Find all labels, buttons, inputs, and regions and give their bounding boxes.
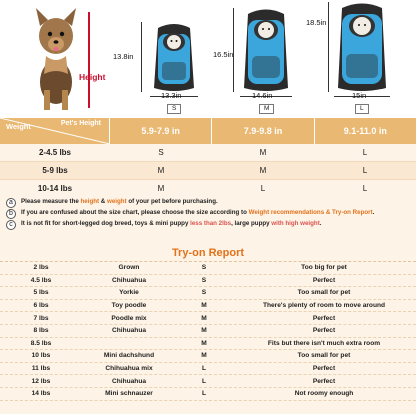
tryon-size: M [201, 314, 207, 322]
table-row [0, 144, 416, 162]
note-highlight: weight [107, 198, 127, 205]
size-cell: M [259, 148, 267, 157]
note-highlight: height [80, 198, 100, 205]
tryon-result: Perfect [312, 327, 336, 335]
tryon-weight: 11 lbs [31, 365, 51, 373]
tryon-row [0, 300, 416, 313]
note-text-part: , large puppy [231, 220, 272, 227]
tryon-result: Too small for pet [297, 352, 351, 360]
column-header: 5.9-7.9 in [110, 118, 212, 144]
tryon-row [0, 363, 416, 376]
tryon-weight: 8.5 lbs [30, 339, 52, 347]
bag-small-image [150, 22, 198, 92]
note-highlight: less than 2lbs [190, 220, 232, 227]
height-indicator [88, 12, 90, 108]
weight-cell: 10-14 lbs [37, 184, 73, 193]
tryon-result: Perfect [312, 276, 336, 284]
tryon-size: L [201, 390, 207, 398]
note-text-part: . [319, 220, 322, 227]
size-cell: L [362, 184, 368, 193]
note-item [6, 220, 410, 230]
tryon-row [0, 262, 416, 275]
tryon-weight: 14 lbs [31, 390, 51, 398]
tryon-breed: Chihuahua mix [105, 365, 153, 373]
tryon-row [0, 312, 416, 325]
note-text-part: If you are confused about the size chart, please choose the size according to [21, 209, 249, 216]
table-row [0, 162, 416, 180]
tryon-weight: 2 lbs [33, 264, 49, 272]
tryon-breed: Toy poodle [111, 302, 147, 310]
size-cell: M [157, 166, 165, 175]
tryon-report [0, 244, 416, 414]
tryon-weight: 10 lbs [31, 352, 51, 360]
note-text-part: & [99, 198, 107, 205]
tryon-row [0, 375, 416, 388]
tryon-result: Perfect [312, 365, 336, 373]
tryon-breed: Yorkie [119, 289, 139, 297]
weight-cell: 2-4.5 lbs [38, 148, 71, 157]
bag-large-width: 15in [352, 91, 367, 100]
tryon-breed: Mini schnauzer [105, 390, 153, 398]
tryon-breed: Chihuahua [111, 377, 147, 385]
note-text [21, 209, 374, 217]
note-letter: a [6, 198, 16, 208]
header-weight: Weight [6, 122, 31, 131]
header-pet-height: Pet's Height [60, 120, 101, 127]
tryon-result: Not roomy enough [294, 390, 354, 398]
tryon-weight: 6 lbs [33, 302, 49, 310]
tryon-weight: 7 lbs [33, 314, 49, 322]
tryon-weight: 5 lbs [33, 289, 49, 297]
bag-small-height: 13.8in [113, 52, 134, 61]
tryon-weight: 8 lbs [33, 327, 49, 335]
note-text [21, 220, 322, 228]
size-cell: L [362, 148, 368, 157]
product-illustration [0, 0, 416, 118]
tryon-weight: 12 lbs [31, 377, 51, 385]
tryon-result: Perfect [312, 314, 336, 322]
bag-medium-image [240, 8, 292, 92]
tryon-size: S [201, 264, 207, 272]
column-header: 9.1-11.0 in [343, 126, 387, 136]
size-cell: M [157, 184, 165, 193]
note-item [6, 198, 410, 208]
tryon-size: M [201, 302, 207, 310]
tryon-result: Perfect [312, 377, 336, 385]
bag-medium-size-tag: M [259, 104, 274, 114]
bag-large-height-line [328, 2, 329, 92]
tryon-result: Too small for pet [297, 289, 351, 297]
bag-small-size-tag: S [167, 104, 181, 114]
size-cell: M [259, 166, 267, 175]
weight-cell: 5-9 lbs [42, 166, 68, 175]
tryon-weight: 4.5 lbs [30, 276, 52, 284]
tryon-row [0, 275, 416, 288]
tryon-breed: Chihuahua [111, 327, 147, 335]
note-text-part: of your pet before purchasing. [126, 198, 218, 205]
tryon-title: Try-on Report [0, 244, 416, 262]
note-text-part: It is not fit for short-legged dog breed, toys & mini puppy [21, 220, 191, 227]
note-item [6, 209, 410, 219]
note-text-part: Please measure the [21, 198, 81, 205]
note-highlight: with high weight [271, 220, 320, 227]
size-cell: L [260, 184, 266, 193]
header-corner-cell [0, 118, 110, 144]
tryon-size: M [201, 352, 207, 360]
tryon-result: Fits but there isn't much extra room [267, 339, 381, 347]
bag-large-size-tag: L [355, 104, 369, 114]
tryon-size: L [201, 377, 207, 385]
tryon-row [0, 325, 416, 338]
dog-photo [26, 4, 86, 112]
bag-small-height-line [141, 22, 142, 92]
tryon-breed: Chihuahua [111, 276, 147, 284]
tryon-breed: Poodle mix [111, 314, 147, 322]
tryon-size: M [201, 339, 207, 347]
bag-medium-height: 16.5in [213, 50, 234, 59]
bag-large-image [334, 2, 390, 92]
tryon-row [0, 338, 416, 351]
column-header: 7.9-9.8 in [212, 118, 314, 144]
tryon-row [0, 287, 416, 300]
note-text-part: . [372, 209, 375, 216]
size-chart-header [0, 118, 416, 144]
size-cell: S [158, 148, 164, 157]
tryon-size: S [201, 289, 207, 297]
tryon-size: S [201, 276, 207, 284]
tryon-row [0, 388, 416, 401]
tryon-result: There's plenty of room to move around [262, 302, 386, 310]
bag-large-height: 18.5in [306, 18, 327, 27]
note-letter: c [6, 220, 16, 230]
note-letter: b [6, 209, 16, 219]
tryon-result: Too big for pet [301, 264, 347, 272]
size-chart-table [0, 118, 416, 198]
tryon-size: M [201, 327, 207, 335]
notes-section [0, 196, 416, 244]
tryon-row [0, 350, 416, 363]
height-label: Height [79, 72, 106, 82]
tryon-breed: Mini dachshund [103, 352, 155, 360]
bag-small-width: 13.3in [161, 91, 182, 100]
note-text [21, 198, 218, 206]
tryon-size: L [201, 365, 207, 373]
tryon-breed: Grown [118, 264, 140, 272]
bag-medium-width: 14.6in [252, 91, 273, 100]
size-cell: L [362, 166, 368, 175]
note-highlight: Weight recommendations & Try-on Report [248, 209, 373, 216]
